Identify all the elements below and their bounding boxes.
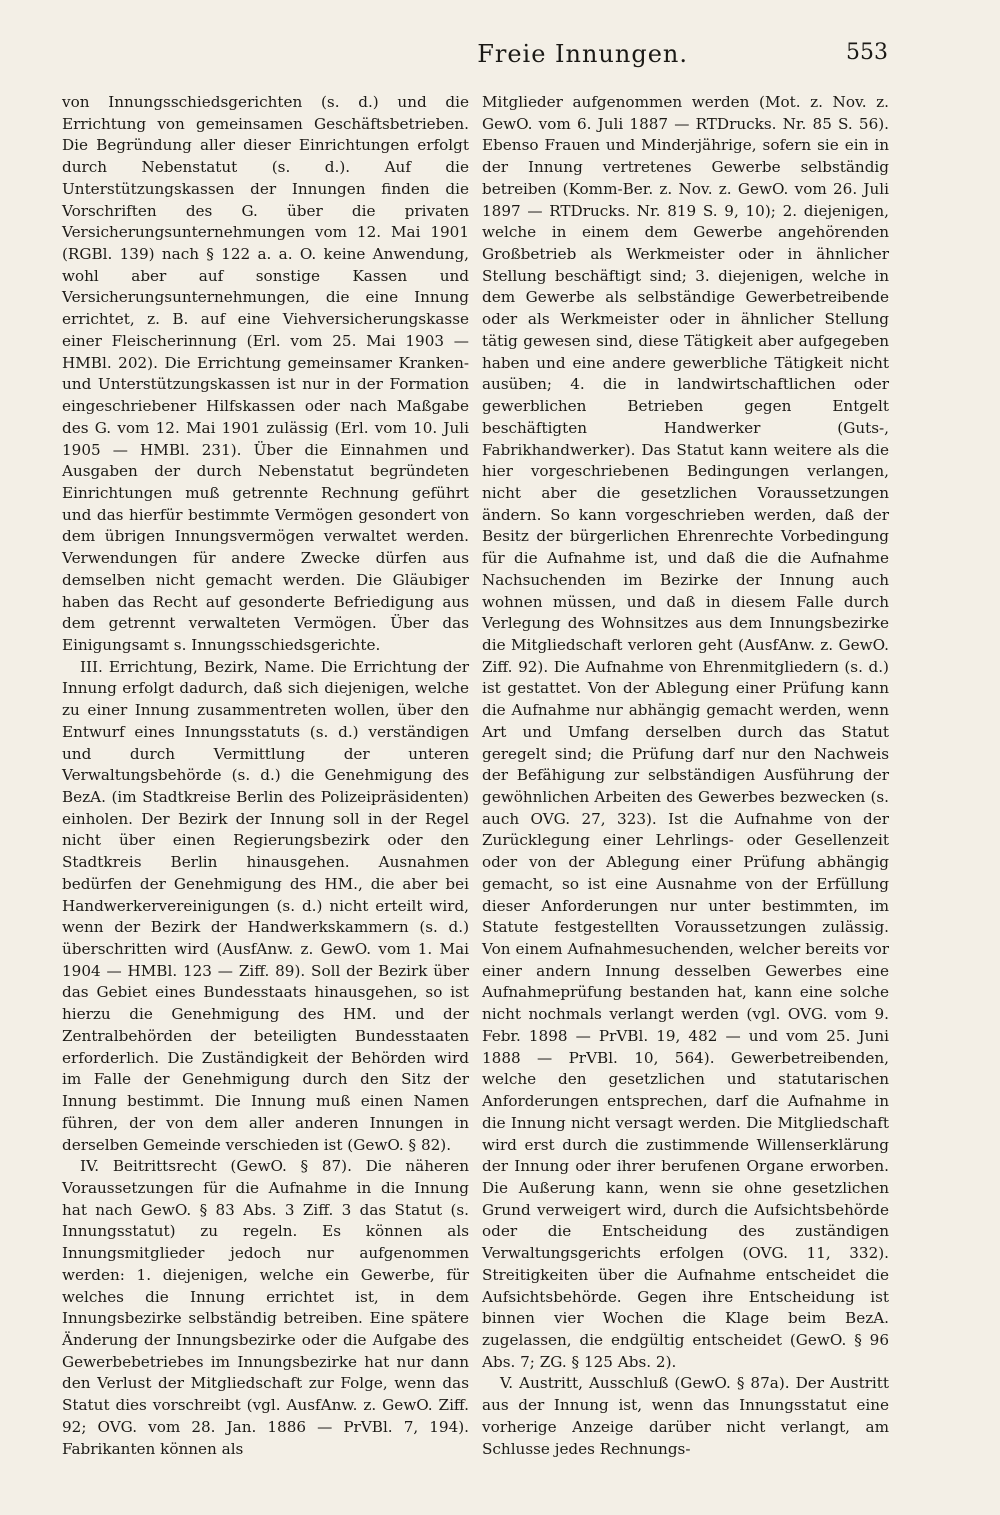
paragraph: Mitglieder aufgenommen werden (Mot. z. Nov. z. GewO. vom 6. Juli 1887 — RTDrucks. Nr. 85 S. 56). Ebenso Frauen und Minderjährige, sofern sie ein in der Innung vertretenes Gewerbe selbständig betreiben (Komm-Ber. z. Nov. z. GewO. vom 26. Juli 1897 — RTDrucks. Nr. 819 S. 9, 10); 2. diejenigen, welche in einem dem Gewerbe angehörenden Großbetrieb als Werkmeister oder in ähnlicher Stellung beschäftigt sind; 3. diejenigen, welche in dem Gewerbe als selbständige Gewerbetreibende oder als Werkmeister oder in ähnlicher Stellung tätig gewesen sind, diese Tätigkeit aber aufgegeben haben und eine andere gewerbliche Tätigkeit nicht ausüben; 4. die in landwirtschaftlichen oder gewerblichen Betrieben gegen Entgelt beschäftigten Handwerker (Guts-, Fabrikhandwerker). Das Statut kann weitere als die hier vorgeschriebenen Bedingungen verlangen, nicht aber die gesetzlichen Voraussetzungen ändern. So kann vorgeschrieben werden, daß der Besitz der bürgerlichen Ehrenrechte Vorbedingung für die Aufnahme ist, und daß die die Aufnahme Nachsuchenden im Bezirke der Innung auch wohnen müssen, und daß in diesem Falle durch Verlegung des Wohnsitzes aus dem Innungsbezirke die Mitgliedschaft verloren geht (AusfAnw. z. GewO. Ziff. 92). Die Aufnahme von Ehrenmitgliedern (s. d.) ist gestattet. Von der Ablegung einer Prüfung kann die Aufnahme nur abhängig gemacht werden, wenn Art und Umfang derselben durch das Statut geregelt sind; die Prüfung darf nur den Nachweis der Befähigung zur selbständigen Ausführung der gewöhnlichen Arbeiten des Gewerbes bezwecken (s. auch OVG. 27, 323). Ist die Aufnahme von der Zurücklegung einer Lehrlings- oder Gesellenzeit oder von der Ablegung einer Prüfung abhängig gemacht, so ist eine Ausnahme von der Erfüllung dieser Anforderungen nur unter bestimmten, im Statute festgestellten Voraussetzungen zulässig. Von einem Aufnahmesuchenden, welcher bereits vor einer andern Innung desselben Gewerbes eine Aufnahmeprüfung bestanden hat, kann eine solche nicht nochmals verlangt werden (vgl. OVG. vom 9. Febr. 1898 — PrVBl. 19, 482 — und vom 25. Juni 1888 — PrVBl. 10, 564). Gewerbetreibenden, welche den gesetzlichen und statutarischen Anforderungen entsprechen, darf die Aufnahme in die Innung nicht versagt werden. Die Mitgliedschaft wird erst durch die zustimmende Willenserklärung der Innung oder ihrer berufenen Organe erworben. Die Außerung kann, wenn sie ohne gesetzlichen Grund verweigert wird, durch die Aufsichtsbehörde oder die Entscheidung des zuständigen Verwaltungsgerichts erfolgen (OVG. 11, 332). Streitigkeiten über die Aufnahme entscheidet die Aufsichtsbehörde. Gegen ihre Entscheidung ist binnen vier Wochen die Klage beim BezA. zugelassen, die endgültig entscheidet (GewO. § 96 Abs. 7; ZG. § 125 Abs. 2).	[482, 93, 889, 1371]
running-head	[0, 40, 888, 74]
paragraph: IV. Beitrittsrecht (GewO. § 87). Die näheren Voraussetzungen für die Aufnahme in die Innung hat nach GewO. § 83 Abs. 3 Ziff. 3 das Statut (s. Innungsstatut) zu regeln. Es können als Innungsmitglieder jedoch nur aufgenommen werden: 1. diejenigen, welche ein Gewerbe, für welches die Innung errichtet ist, in dem Innungsbezirke selbständig betreiben. Eine spätere Änderung der Innungsbezirke oder die Aufgabe des Gewerbebetriebes im Innungsbezirke hat nur dann den Verlust der Mitgliedschaft zur Folge, wenn das Statut dies vorschreibt (vgl. AusfAnw. z. GewO. Ziff. 92; OVG. vom 28. Jan. 1886 — PrVBl. 7, 194). Fabrikanten können als	[62, 1157, 469, 1458]
left-column	[62, 92, 469, 1460]
page-number: 553	[846, 40, 888, 65]
running-title: Freie Innungen.	[477, 40, 688, 68]
paragraph: von Innungsschiedsgerichten (s. d.) und die Errichtung von gemeinsamen Geschäftsbetrieben. Die Begründung aller dieser Einrichtungen erfolgt durch Nebenstatut (s. d.). Auf die Unterstützungskassen der Innungen finden die Vorschriften des G. über die privaten Versicherungsunternehmungen vom 12. Mai 1901 (RGBl. 139) nach § 122 a. a. O. keine Anwendung, wohl aber auf sonstige Kassen und Versicherungsunternehmungen, die eine Innung errichtet, z. B. auf eine Viehversicherungskasse einer Fleischerinnung (Erl. vom 25. Mai 1903 — HMBl. 202). Die Errichtung gemeinsamer Kranken- und Unterstützungskassen ist nur in der Formation eingeschriebener Hilfskassen oder nach Maßgabe des G. vom 12. Mai 1901 zulässig (Erl. vom 10. Juli 1905 — HMBl. 231). Über die Einnahmen und Ausgaben der durch Nebenstatut begründeten Einrichtungen muß getrennte Rechnung geführt und das hierfür bestimmte Vermögen gesondert von dem übrigen Innungsvermögen verwaltet werden. Verwendungen für andere Zwecke dürfen aus demselben nicht gemacht werden. Die Gläubiger haben das Recht auf gesonderte Befriedigung aus dem getrennt verwalteten Vermögen. Über das Einigungsamt s. Innungsschiedsgerichte.	[62, 93, 469, 654]
paragraph: III. Errichtung, Bezirk, Name. Die Errichtung der Innung erfolgt dadurch, daß sich diejenigen, welche zu einer Innung zusammentreten wollen, über den Entwurf eines Innungsstatuts (s. d.) verständigen und durch Vermittlung der unteren Verwaltungsbehörde (s. d.) die Genehmigung des BezA. (im Stadtkreise Berlin des Polizeipräsidenten) einholen. Der Bezirk der Innung soll in der Regel nicht über einen Regierungsbezirk oder den Stadtkreis Berlin hinausgehen. Ausnahmen bedürfen der Genehmigung des HM., die aber bei Handwerkervereinigungen (s. d.) nicht erteilt wird, wenn der Bezirk der Handwerkskammern (s. d.) überschritten wird (AusfAnw. z. GewO. vom 1. Mai 1904 — HMBl. 123 — Ziff. 89). Soll der Bezirk über das Gebiet eines Bundesstaats hinausgehen, so ist hierzu die Genehmigung des HM. und der Zentralbehörden der beteiligten Bundesstaaten erforderlich. Die Zuständigkeit der Behörden wird im Falle der Genehmigung durch den Sitz der Innung bestimmt. Die Innung muß einen Namen führen, der von dem aller anderen Innungen in derselben Gemeinde verschieden ist (GewO. § 82).	[62, 657, 469, 1154]
right-column	[482, 92, 889, 1460]
paragraph: V. Austritt, Ausschluß (GewO. § 87a). Der Austritt aus der Innung ist, wenn das Innungsstatut eine vorherige Anzeige darüber nicht verlangt, am Schlusse jedes Rechnungs-	[482, 1374, 889, 1458]
